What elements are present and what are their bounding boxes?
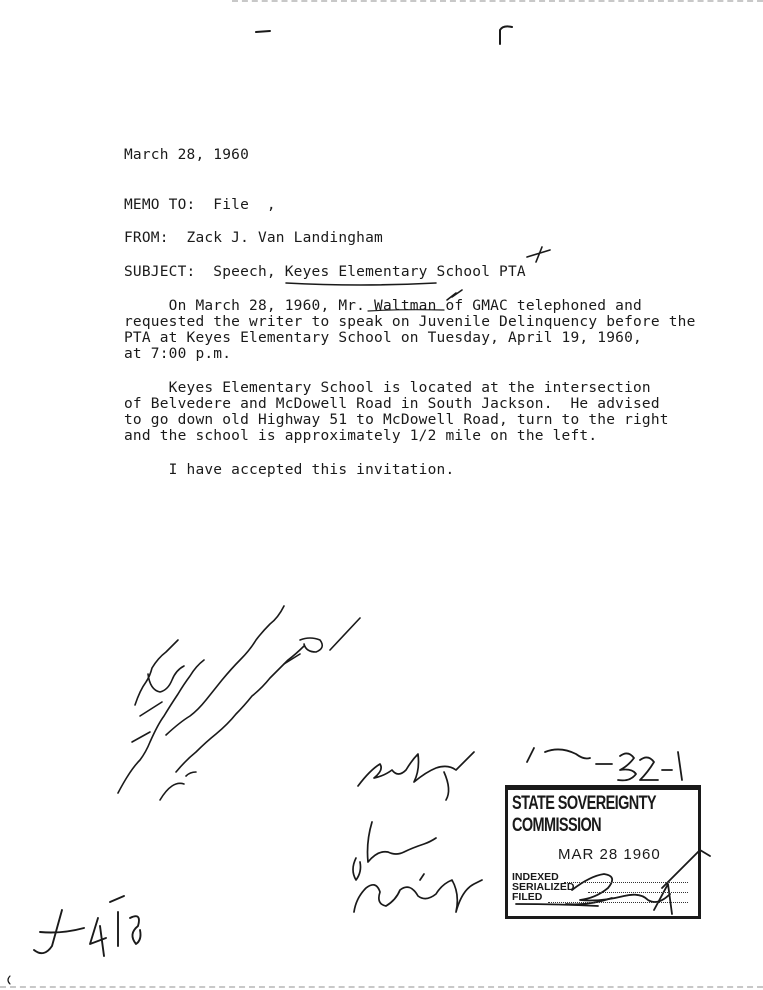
scan-mark-right <box>500 26 512 44</box>
subject-underline <box>286 283 436 285</box>
stamp-dotted-line-1 <box>564 882 688 883</box>
stamp-dotted-line-3 <box>548 902 688 903</box>
para1-line-1: On March 28, 1960, Mr. Waltman of GMAC telephoned and <box>124 298 642 314</box>
memo-to-line: MEMO TO: File , <box>124 197 276 213</box>
memo-subject-line: SUBJECT: Speech, Keyes Elementary School PTA <box>124 264 526 280</box>
initials-handwriting-1 <box>358 752 474 800</box>
memo-date: March 28, 1960 <box>124 147 250 163</box>
para2-line-4: and the school is approximately 1/2 mile on the left. <box>124 428 598 444</box>
para1-line-2: requested the writer to speak on Juvenile Delinquency before the <box>124 314 696 330</box>
date-note-handwriting <box>34 896 141 956</box>
scan-mark-left <box>256 31 270 32</box>
margin-note-handwriting <box>118 606 360 800</box>
para2-line-2: of Belvedere and McDowell Road in South Jackson. He advised <box>124 396 660 412</box>
stamp-title: STATE SOVEREIGNTY COMMISSION <box>512 793 656 837</box>
tick-mark-name <box>447 290 462 300</box>
para3-line: I have accepted this invitation. <box>124 462 455 478</box>
stamp-label-indexed: INDEXED <box>512 871 559 883</box>
stamp-dotted-line-2 <box>588 892 688 893</box>
para1-line-4: at 7:00 p.m. <box>124 346 232 362</box>
initials-handwriting-2 <box>353 822 482 912</box>
name-underline <box>368 310 444 311</box>
stamp-label-serialized: SERIALIZED <box>512 881 575 893</box>
tick-mark-subject <box>527 247 550 262</box>
file-number-handwriting <box>527 748 682 780</box>
para2-line-3: to go down old Highway 51 to McDowell Road, turn to the right <box>124 412 669 428</box>
memo-from-line: FROM: Zack J. Van Landingham <box>124 230 383 246</box>
para1-line-3: PTA at Keyes Elementary School on Tuesday, April 19, 1960, <box>124 330 642 346</box>
received-stamp <box>505 785 701 919</box>
para2-line-1: Keyes Elementary School is located at the intersection <box>124 380 651 396</box>
scan-edge-bottom <box>0 986 763 990</box>
stamp-label-filed: FILED <box>512 891 543 903</box>
stamp-date: MAR 28 1960 <box>558 846 661 863</box>
scan-mark-bottom <box>8 976 10 984</box>
